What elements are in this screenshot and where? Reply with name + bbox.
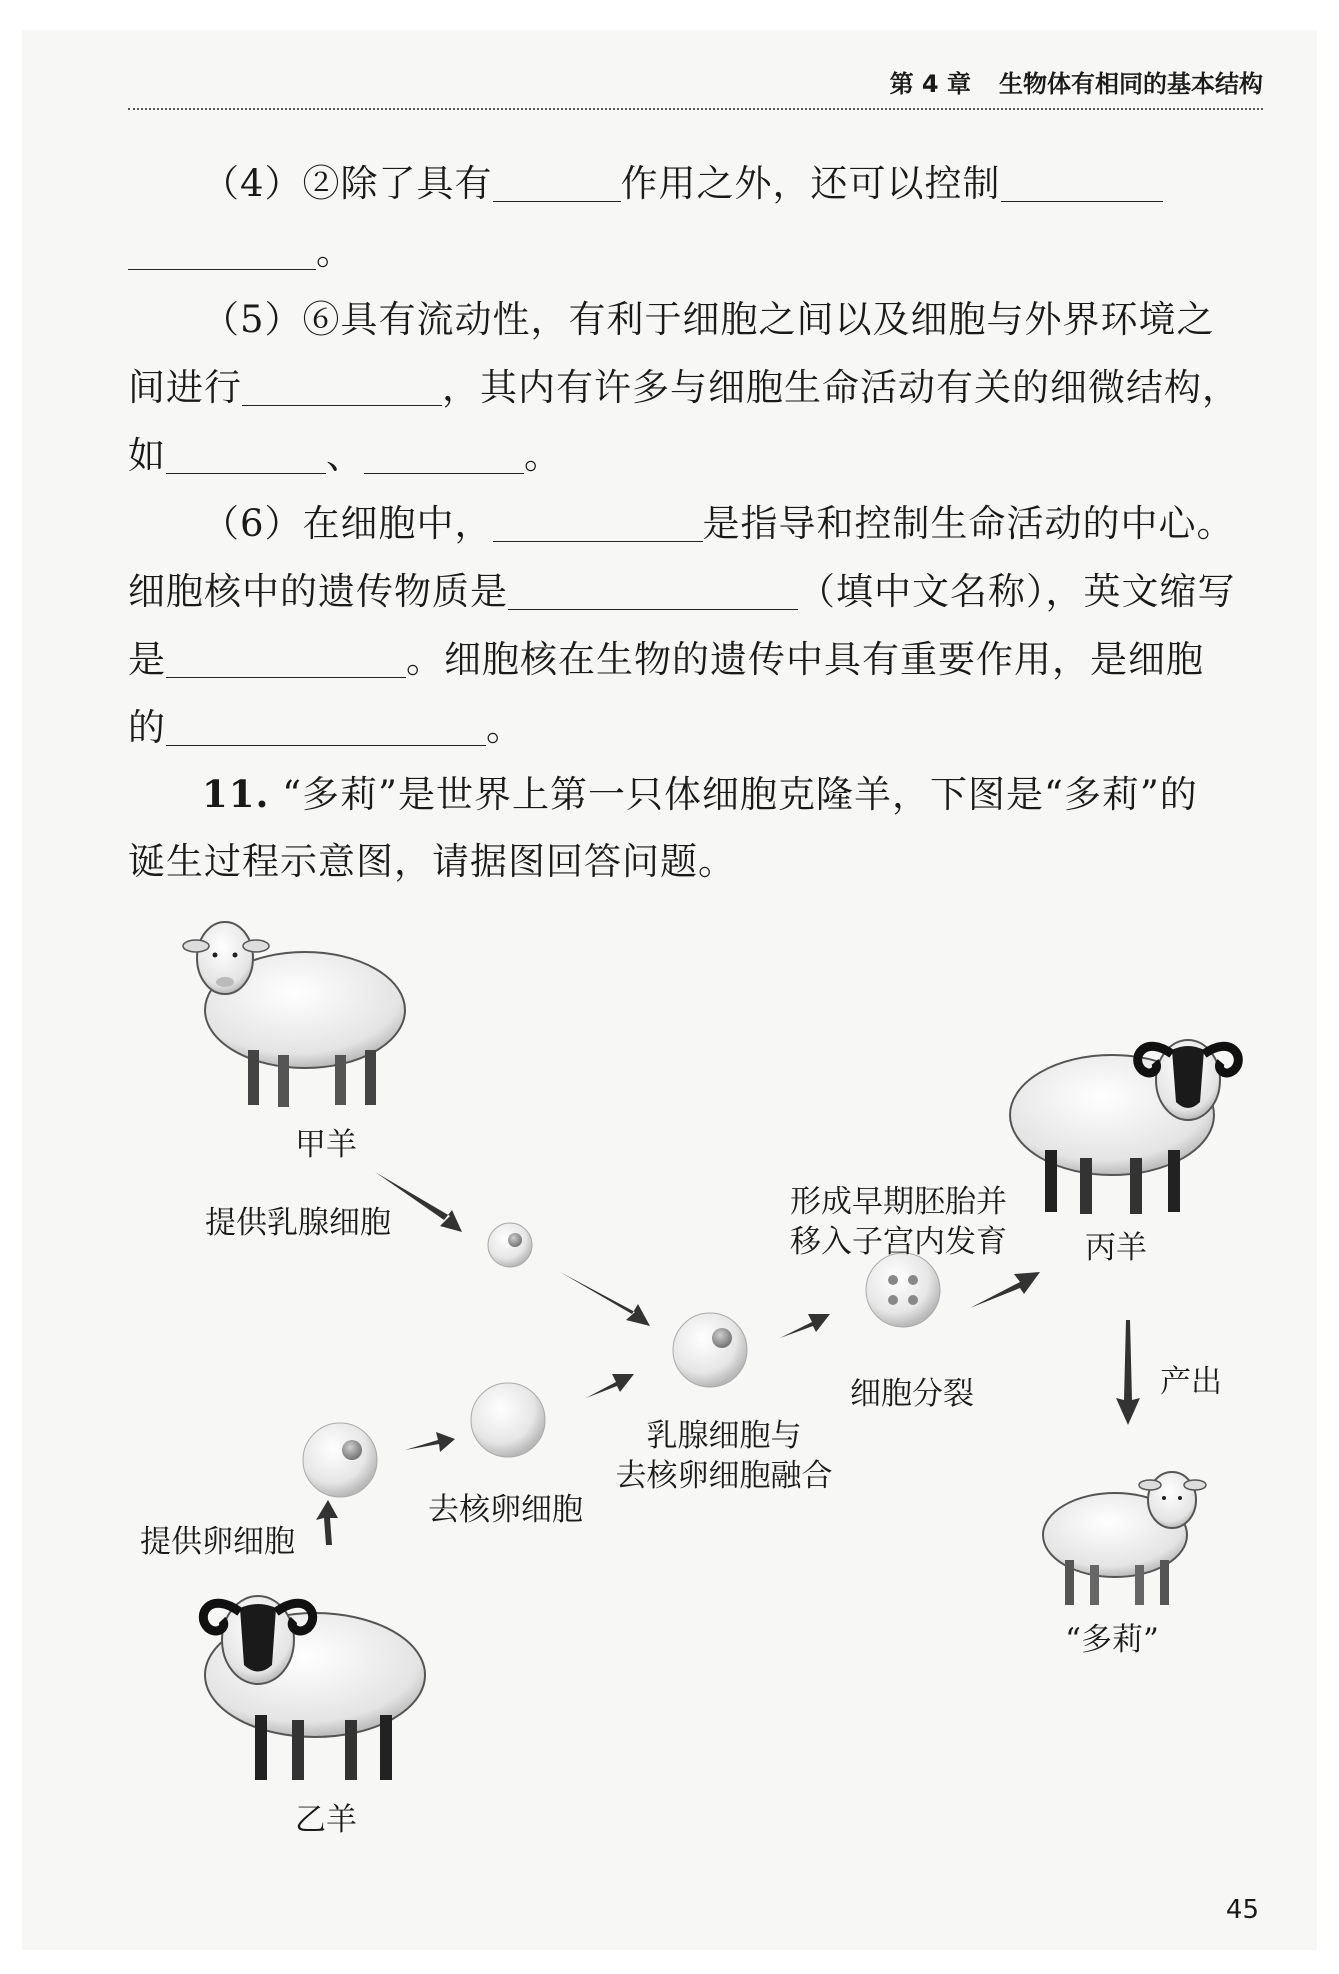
mammary-cell bbox=[488, 1223, 532, 1267]
dolly-label: “多莉” bbox=[1065, 1622, 1159, 1658]
question-5-text: （5）⑥具有流动性，有利于细胞之间以及细胞与外界环境之 bbox=[202, 298, 1215, 341]
question-6-text-b: 是指导和控制生命活动的中心。 bbox=[702, 502, 1235, 545]
sheep-a-label: 甲羊 bbox=[295, 1127, 357, 1163]
fusion-label-line1: 乳腺细胞与 bbox=[646, 1418, 802, 1454]
question-11-text1: “多莉”是世界上第一只体细胞克隆羊，下图是“多莉”的 bbox=[282, 773, 1198, 816]
question-4-end: 。 bbox=[316, 230, 354, 273]
dolly-illustration bbox=[1043, 1472, 1206, 1605]
embryo-label-line1: 形成早期胚胎并 bbox=[790, 1184, 1007, 1220]
question-5-text-a: 间进行 bbox=[128, 366, 242, 409]
question-6-text-e: 是 bbox=[128, 638, 166, 681]
sheep-b-illustration bbox=[203, 1596, 425, 1780]
question-5-separator: 、 bbox=[326, 434, 364, 477]
enucleated-egg-label: 去核卵细胞 bbox=[428, 1492, 583, 1528]
produce-label: 产出 bbox=[1160, 1364, 1222, 1400]
chapter-title: 生物体有相同的基本结构 bbox=[999, 70, 1263, 98]
question-6-end: 。 bbox=[486, 706, 524, 749]
question-6-text-c: 细胞核中的遗传物质是 bbox=[128, 570, 508, 613]
fusion-label-line2: 去核卵细胞融合 bbox=[615, 1458, 833, 1494]
question-6-text-d: （填中文名称），英文缩写 bbox=[798, 570, 1236, 613]
dividing-cell bbox=[866, 1253, 940, 1327]
question-5-end: 。 bbox=[524, 434, 562, 477]
question-5-text-c: 如 bbox=[128, 434, 166, 477]
enucleated-egg-cell bbox=[471, 1383, 545, 1457]
sheep-b-label: 乙羊 bbox=[295, 1802, 357, 1838]
cell-division-label: 细胞分裂 bbox=[850, 1376, 974, 1412]
question-11-number: 11. bbox=[202, 772, 270, 816]
sheep-c-illustration bbox=[1010, 1040, 1238, 1214]
sheep-a-illustration bbox=[183, 922, 405, 1107]
question-4-text-a: （4）②除了具有 bbox=[202, 162, 493, 205]
egg-cell-label: 提供卵细胞 bbox=[140, 1524, 295, 1560]
page-number: 45 bbox=[1225, 1895, 1259, 1925]
chapter-number: 第 4 章 bbox=[889, 70, 971, 98]
mammary-cell-label: 提供乳腺细胞 bbox=[205, 1205, 391, 1241]
fused-cell bbox=[673, 1313, 747, 1387]
question-6-text-f: 。细胞核在生物的遗传中具有重要作用，是细胞 bbox=[406, 638, 1204, 681]
question-6-text-g: 的 bbox=[128, 706, 166, 749]
question-11-text2: 诞生过程示意图，请据图回答问题。 bbox=[128, 840, 736, 883]
question-4-text-b: 作用之外，还可以控制 bbox=[620, 162, 1001, 205]
sheep-c-label: 丙羊 bbox=[1085, 1230, 1147, 1266]
egg-cell bbox=[303, 1423, 377, 1497]
embryo-label-line2: 移入子宫内发育 bbox=[790, 1224, 1007, 1260]
question-5-text-b: ，其内有许多与细胞生命活动有关的细微结构， bbox=[442, 366, 1240, 409]
question-6-text-a: （6）在细胞中， bbox=[202, 502, 493, 545]
